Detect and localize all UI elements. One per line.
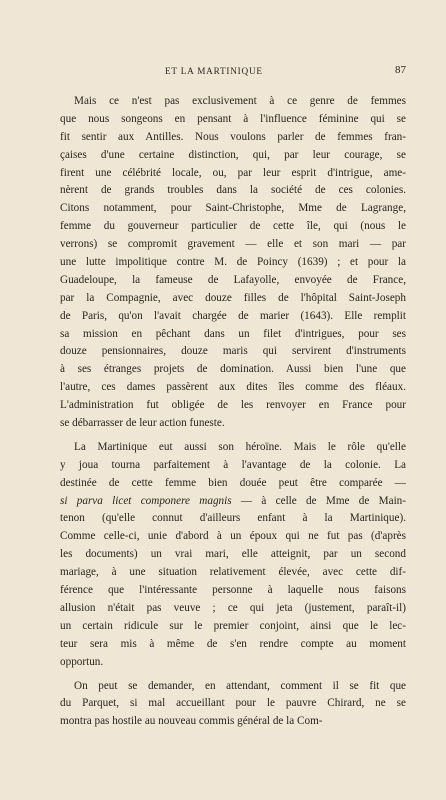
text-line: Guadeloupe, la fameuse de Lafayolle, envoyée de France, — [60, 273, 406, 286]
text-line: tenon (qu'elle connut d'ailleurs enfant à la Martinique). — [60, 512, 406, 525]
text-line: l'autre, ces dames passèrent aux dites îles comme des fléaux. — [60, 381, 406, 394]
text-line: douze pensionnaires, douze maris qui servirent d'instruments — [60, 345, 406, 358]
text-line: Comme celle-ci, unie d'abord à un époux qui ne fut pas (d'après — [60, 530, 406, 543]
text-line: y joua tourna parfaitement à l'avantage de la colonie. La — [60, 458, 406, 471]
page-number: 87 — [395, 64, 406, 76]
text-line: La Martinique eut aussi son héroïne. Mais le rôle qu'elle — [74, 440, 406, 453]
text-line: une lutte impolitique contre M. de Poincy (1639) ; et pour la — [60, 256, 406, 269]
text-line: çaises d'une certaine distinction, qui, par leur courage, se — [60, 148, 406, 161]
text-line: montra pas hostile au nouveau commis général de la Com- — [60, 715, 323, 728]
page-header — [60, 66, 406, 82]
running-title: ET LA MARTINIQUE — [165, 66, 263, 76]
text-line: fit sentir aux Antilles. Nous voulons parler de femmes fran- — [60, 130, 406, 143]
text-line: femme du gouverneur particulier de cette île, qui (nous le — [60, 220, 406, 233]
body-text — [60, 93, 406, 731]
text-line: teur sera mis à même de s'en rendre compte au moment — [60, 637, 406, 650]
text-line: par la Compagnie, avec douze filles de l'hôpital Saint-Joseph — [60, 291, 406, 304]
text-line: à ses étranges projets de domination. Aussi bien l'une que — [60, 363, 406, 376]
paragraph — [60, 439, 406, 672]
text-line: si parva licet componere magnis — à celle de Mme de Main- — [60, 494, 406, 507]
paragraph — [60, 678, 406, 732]
text-line: verrons) se compromit gravement — elle et son mari — par — [60, 238, 406, 251]
text-line: firent une célébrité locale, ou, par leur esprit d'intrigue, ame- — [60, 166, 406, 179]
text-line: du Parquet, si mal accueillant pour le pauvre Chirard, ne se — [60, 697, 406, 710]
text-line: un certain ridicule sur le premier conjoint, ainsi que le lec- — [60, 619, 406, 632]
text-line: destinée de cette femme bien douée peut être comparée — — [60, 476, 406, 489]
text-line: opportun. — [60, 655, 104, 668]
text-line: mariage, à une situation relativement élevée, avec cette dif- — [60, 566, 406, 579]
text-line: allusion n'était pas veuve ; ce qui jeta (justement, paraît-il) — [60, 601, 406, 614]
text-line: que nous songeons en pensant à l'influence féminine qui se — [60, 112, 406, 125]
text-line: de Paris, qu'on l'avait chargée de marier (1643). Elle remplit — [60, 309, 406, 322]
paragraph — [60, 93, 406, 433]
text-line: férence que l'intéressante personne à laquelle nous faisons — [60, 584, 406, 597]
text-line: Mais ce n'est pas exclusivement à ce genre de femmes — [74, 95, 406, 107]
text-line: L'administration fut obligée de les renvoyer en France pour — [60, 399, 406, 412]
text-line: nèrent de grands troubles dans la société de ces colonies. — [60, 184, 406, 197]
text-line: se débarrasser de leur action funeste. — [60, 417, 225, 430]
text-line: On peut se demander, en attendant, comment il se fit que — [74, 679, 406, 692]
text-line: Citons notamment, pour Saint-Christophe, Mme de Lagrange, — [60, 202, 406, 215]
text-line: sa mission en pêchant dans un filet d'intrigues, pour ses — [60, 327, 406, 340]
text-line: les documents) un vrai mari, elle atteignit, par un second — [60, 548, 406, 561]
